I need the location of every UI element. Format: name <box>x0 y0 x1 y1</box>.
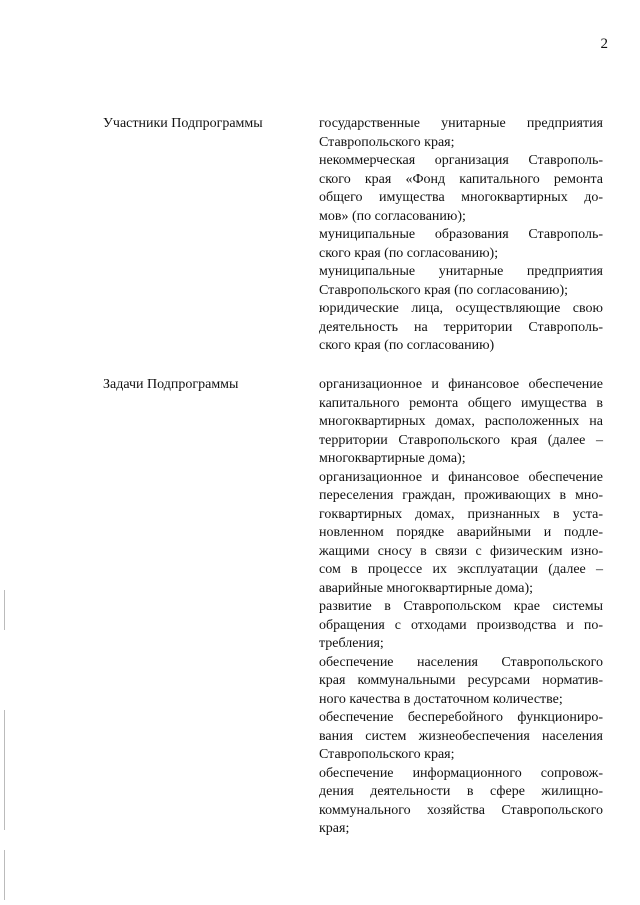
scan-artifact <box>4 710 5 830</box>
participants-line: Ставропольского края; <box>319 134 455 150</box>
participants-line: муниципальные образования Ставрополь- <box>319 227 603 242</box>
tasks-line: организационное и финансовое обеспечение <box>319 377 603 392</box>
tasks-line: Ставропольского края; <box>319 747 455 762</box>
tasks-line: края; <box>319 821 350 836</box>
tasks-line: коммунального хозяйства Ставропольского <box>319 802 603 818</box>
tasks-line: вания систем жизнеобеспечения населения <box>319 728 603 744</box>
tasks-line: территории Ставропольского края (далее – <box>319 432 603 448</box>
participants-line: ского края «Фонд капитального ремонта <box>319 171 603 187</box>
tasks-line: дения деятельности в сфере жилищно- <box>319 784 603 799</box>
participants-line: ского края (по согласованию); <box>319 245 499 261</box>
participants-line: юридические лица, осуществляющие свою <box>319 301 603 316</box>
scan-artifact <box>4 590 5 630</box>
tasks-line: обеспечение населения Ставропольского <box>319 654 603 670</box>
page-number: 2 <box>600 36 608 52</box>
tasks-line: требления; <box>319 636 384 651</box>
tasks-line: новленном порядке аварийными и подле- <box>319 525 603 540</box>
tasks-line: обращения с отходами производства и по- <box>319 617 603 633</box>
tasks-label: Задачи Подпрограммы <box>103 377 239 392</box>
participants-line: общего имущества многоквартирных до- <box>319 190 603 205</box>
tasks-line: переселения граждан, проживающих в мно- <box>319 488 603 503</box>
participants-label: Участники Подпрограммы <box>103 116 263 131</box>
tasks-line: организационное и финансовое обеспечение <box>319 469 603 485</box>
tasks-line: сом в процессе их эксплуатации (далее – <box>319 562 603 577</box>
participants-line: деятельность на территории Ставрополь- <box>319 319 603 335</box>
participants-line: Ставропольского края (по согласованию); <box>319 282 569 298</box>
tasks-line: жащими сносу в связи с физическим изно- <box>319 543 603 559</box>
tasks-line: обеспечение бесперебойного функциониро- <box>319 710 603 725</box>
tasks-line: многоквартирные дома); <box>319 451 466 466</box>
scan-artifact <box>4 850 5 900</box>
tasks-line: ного качества в достаточном количестве; <box>319 691 563 707</box>
tasks-line: обеспечение информационного сопровож- <box>319 765 603 781</box>
tasks-line: гоквартирных домах, признанных в уста- <box>319 506 603 522</box>
participants-line: государственные унитарные предприятия <box>319 116 603 131</box>
tasks-line: аварийные многоквартирные дома); <box>319 580 534 596</box>
participants-line: ского края (по согласованию) <box>319 338 495 353</box>
tasks-line: многоквартирных домах, расположенных на <box>319 414 603 429</box>
tasks-content <box>319 376 603 839</box>
tasks-line: капитального ремонта общего имущества в <box>319 395 603 411</box>
participants-line: некоммерческая организация Ставрополь- <box>319 153 603 168</box>
tasks-line: развитие в Ставропольском крае системы <box>319 599 603 614</box>
participants-line: муниципальные унитарные предприятия <box>319 264 603 279</box>
participants-content <box>319 115 603 356</box>
tasks-line: края коммунальными ресурсами норматив- <box>319 673 603 688</box>
participants-line: мов» (по согласованию); <box>319 208 466 224</box>
